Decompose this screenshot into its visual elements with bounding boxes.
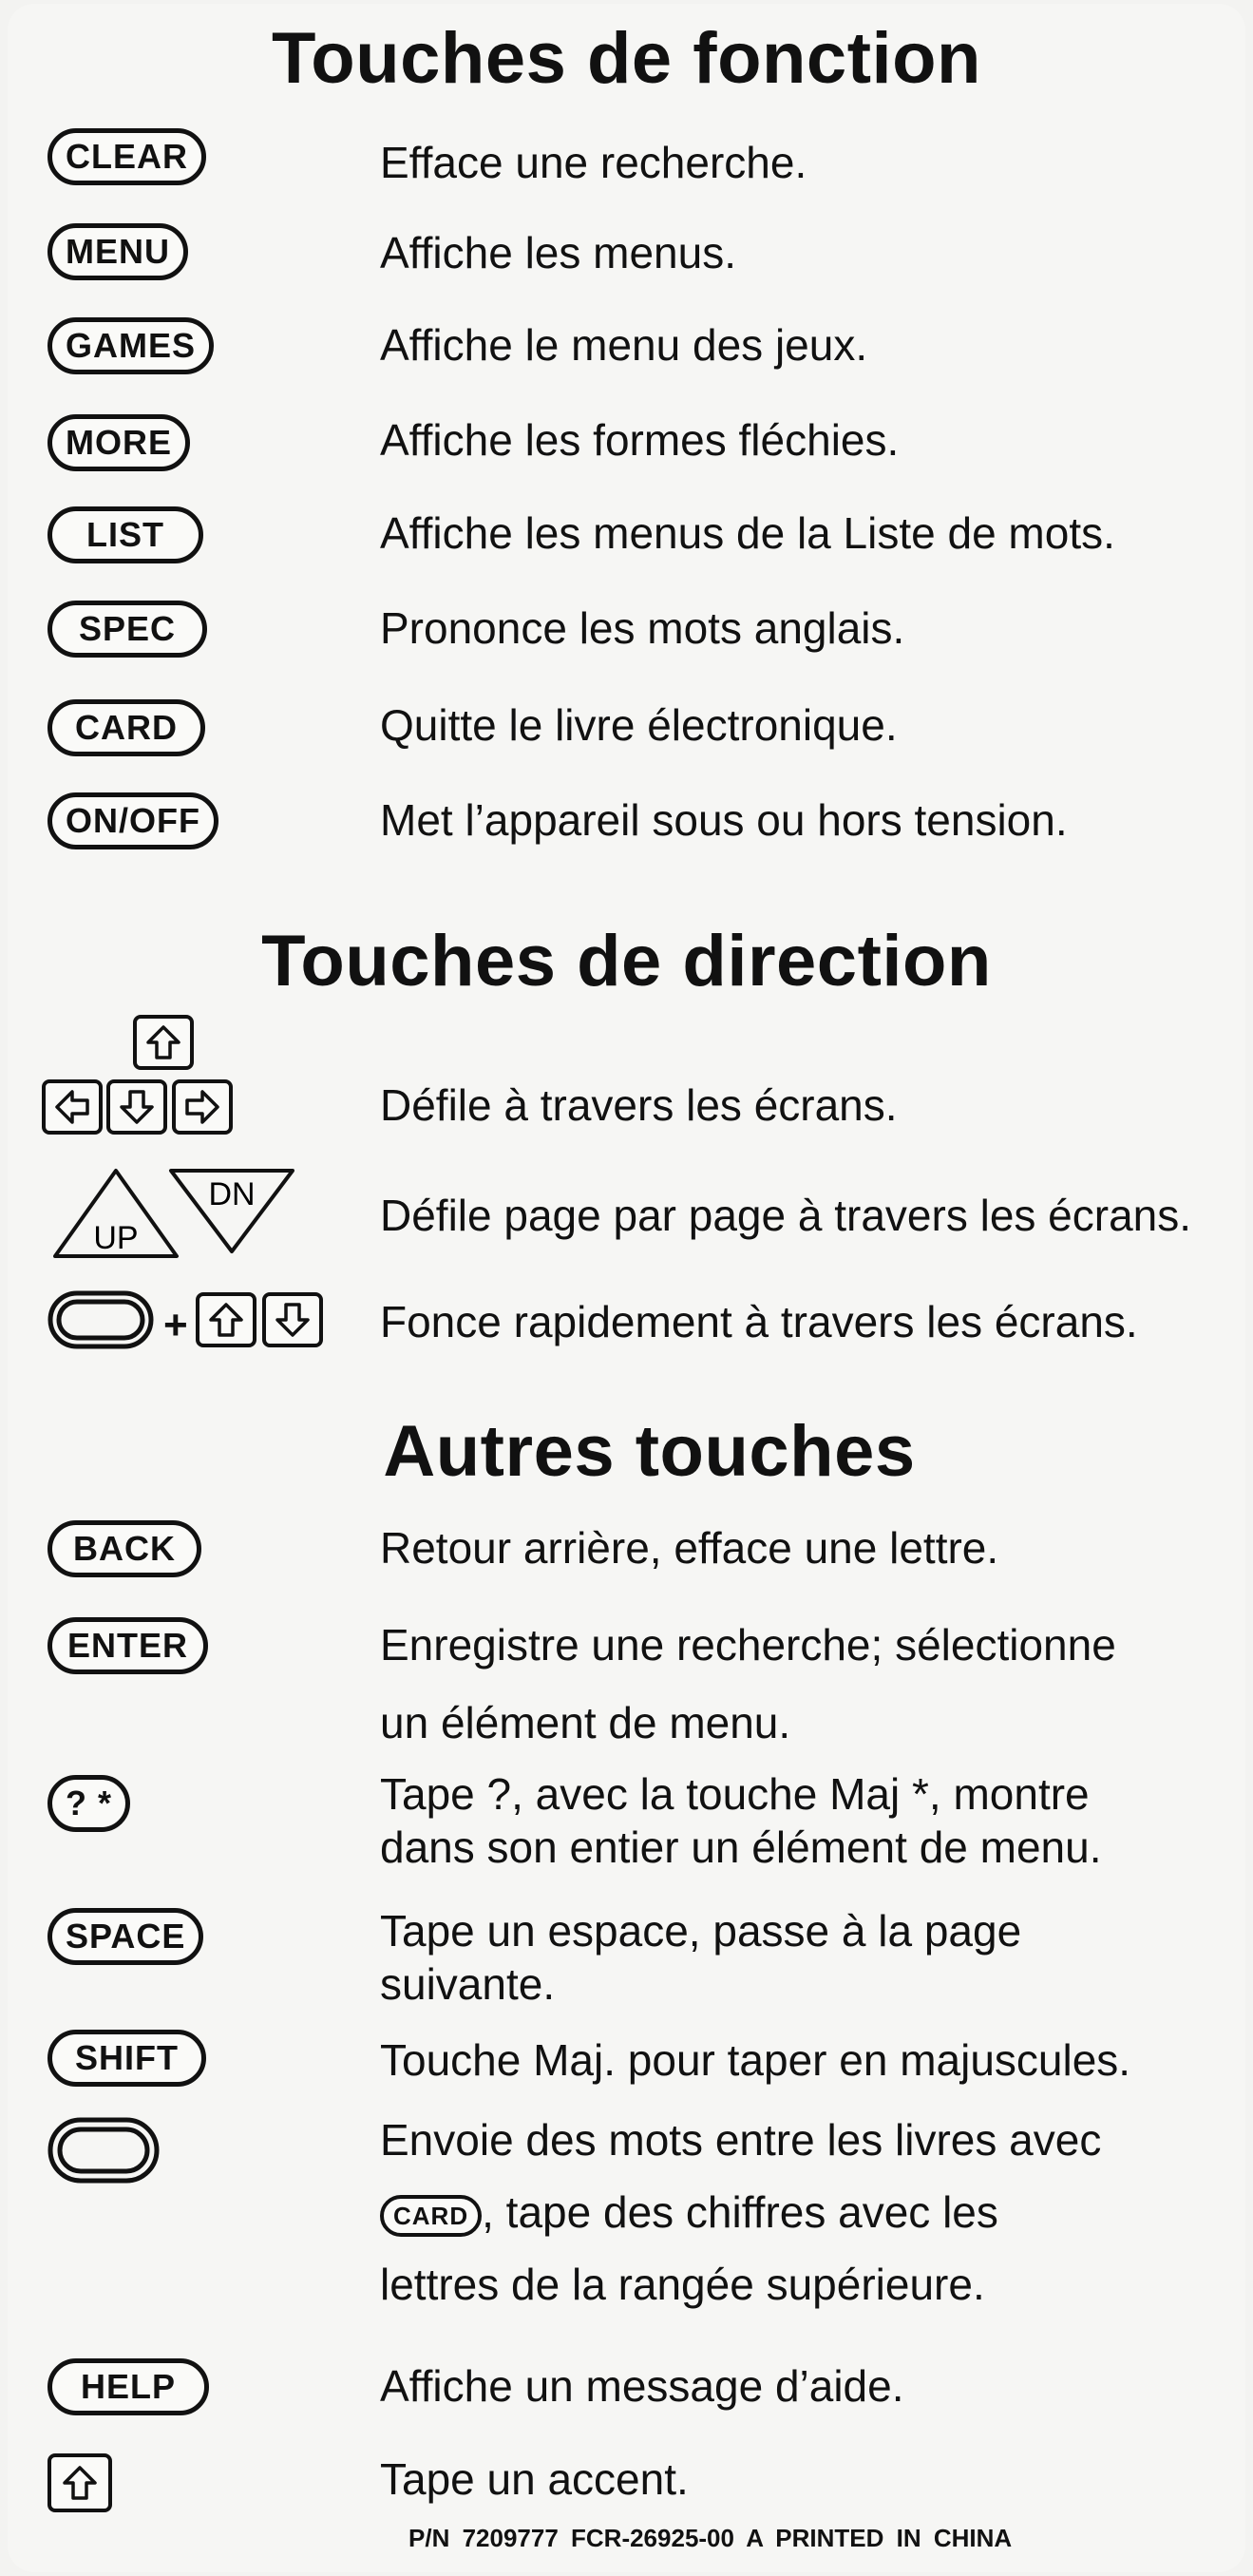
right-arrow-icon: [172, 1079, 233, 1135]
back-key: BACK: [47, 1520, 201, 1577]
help-description: Affiche un message d’aide.: [380, 2361, 904, 2411]
menu-description: Affiche les menus.: [380, 228, 737, 277]
menu-key: MENU: [47, 223, 188, 280]
fast-scroll-description: Fonce rapidement à travers les écrans.: [380, 1297, 1138, 1346]
row-page-keys: [0, 1161, 1253, 1266]
row-arrow-keys: [0, 1015, 1253, 1148]
card-description: Quitte le livre électronique.: [380, 700, 898, 750]
spec-description: Prononce les mots anglais.: [380, 603, 905, 653]
shift-key: SHIFT: [47, 2030, 206, 2087]
dn-page-key-label: DN: [208, 1176, 256, 1212]
page-keys-description: Défile page par page à travers les écrans.: [380, 1191, 1192, 1240]
list-description: Affiche les menus de la Liste de mots.: [380, 508, 1115, 558]
footer-part-number: P/N 7209777 FCR-26925-00 A PRINTED IN CHINA: [408, 2524, 1013, 2552]
clear-description: Efface une recherche.: [380, 138, 807, 187]
accent-description: Tape un accent.: [380, 2454, 689, 2504]
shift-description: Touche Maj. pour taper en majuscules.: [380, 2035, 1131, 2085]
question-key: ? *: [47, 1775, 130, 1832]
row-fast-scroll: [0, 1285, 1253, 1361]
space-key: SPACE: [47, 1908, 203, 1965]
star-key-description: Envoie des mots entre les livres avec CARD , tape des chiffres avec les lettres de la rangée supérieure.: [380, 2115, 1102, 2309]
more-description: Affiche les formes fléchies.: [380, 415, 900, 465]
down-arrow-icon: [262, 1292, 323, 1347]
clear-key: CLEAR: [47, 128, 206, 185]
list-key: LIST: [47, 506, 203, 563]
down-arrow-icon: [106, 1079, 167, 1135]
help-key: HELP: [47, 2358, 209, 2415]
left-arrow-icon: [42, 1079, 103, 1135]
games-key: GAMES: [47, 317, 214, 374]
enter-description: Enregistre une recherche; sélectionne un élément de menu.: [380, 1620, 1116, 1747]
card-key: CARD: [47, 699, 205, 756]
card-inline-key: CARD: [380, 2195, 482, 2237]
section-title-direction-keys: Touches de direction: [261, 921, 992, 1002]
space-description: Tape un espace, passe à la page suivante.: [380, 1906, 1022, 2009]
games-description: Affiche le menu des jeux.: [380, 320, 868, 370]
back-description: Retour arrière, efface une lettre.: [380, 1523, 999, 1573]
enter-key: ENTER: [47, 1617, 208, 1674]
onoff-description: Met l’appareil sous ou hors tension.: [380, 795, 1068, 845]
star-key-icon: [47, 2117, 160, 2184]
arrow-keys-description: Défile à travers les écrans.: [380, 1080, 898, 1130]
up-page-key-label: UP: [93, 1220, 139, 1256]
up-arrow-icon: [47, 2453, 112, 2512]
up-arrow-icon: [196, 1292, 256, 1347]
more-key: MORE: [47, 414, 190, 471]
spec-key: SPEC: [47, 601, 207, 658]
section-title-other-keys: Autres touches: [383, 1411, 916, 1492]
star-key-icon: [47, 1290, 154, 1349]
plus-sign: +: [163, 1302, 188, 1348]
up-arrow-icon: [133, 1015, 194, 1070]
section-title-function-keys: Touches de fonction: [272, 18, 981, 99]
question-description: Tape ?, avec la touche Maj *, montre dans son entier un élément de menu.: [380, 1769, 1102, 1872]
onoff-key: ON/OFF: [47, 792, 218, 849]
up-down-page-keys-icon: [47, 1161, 313, 1266]
